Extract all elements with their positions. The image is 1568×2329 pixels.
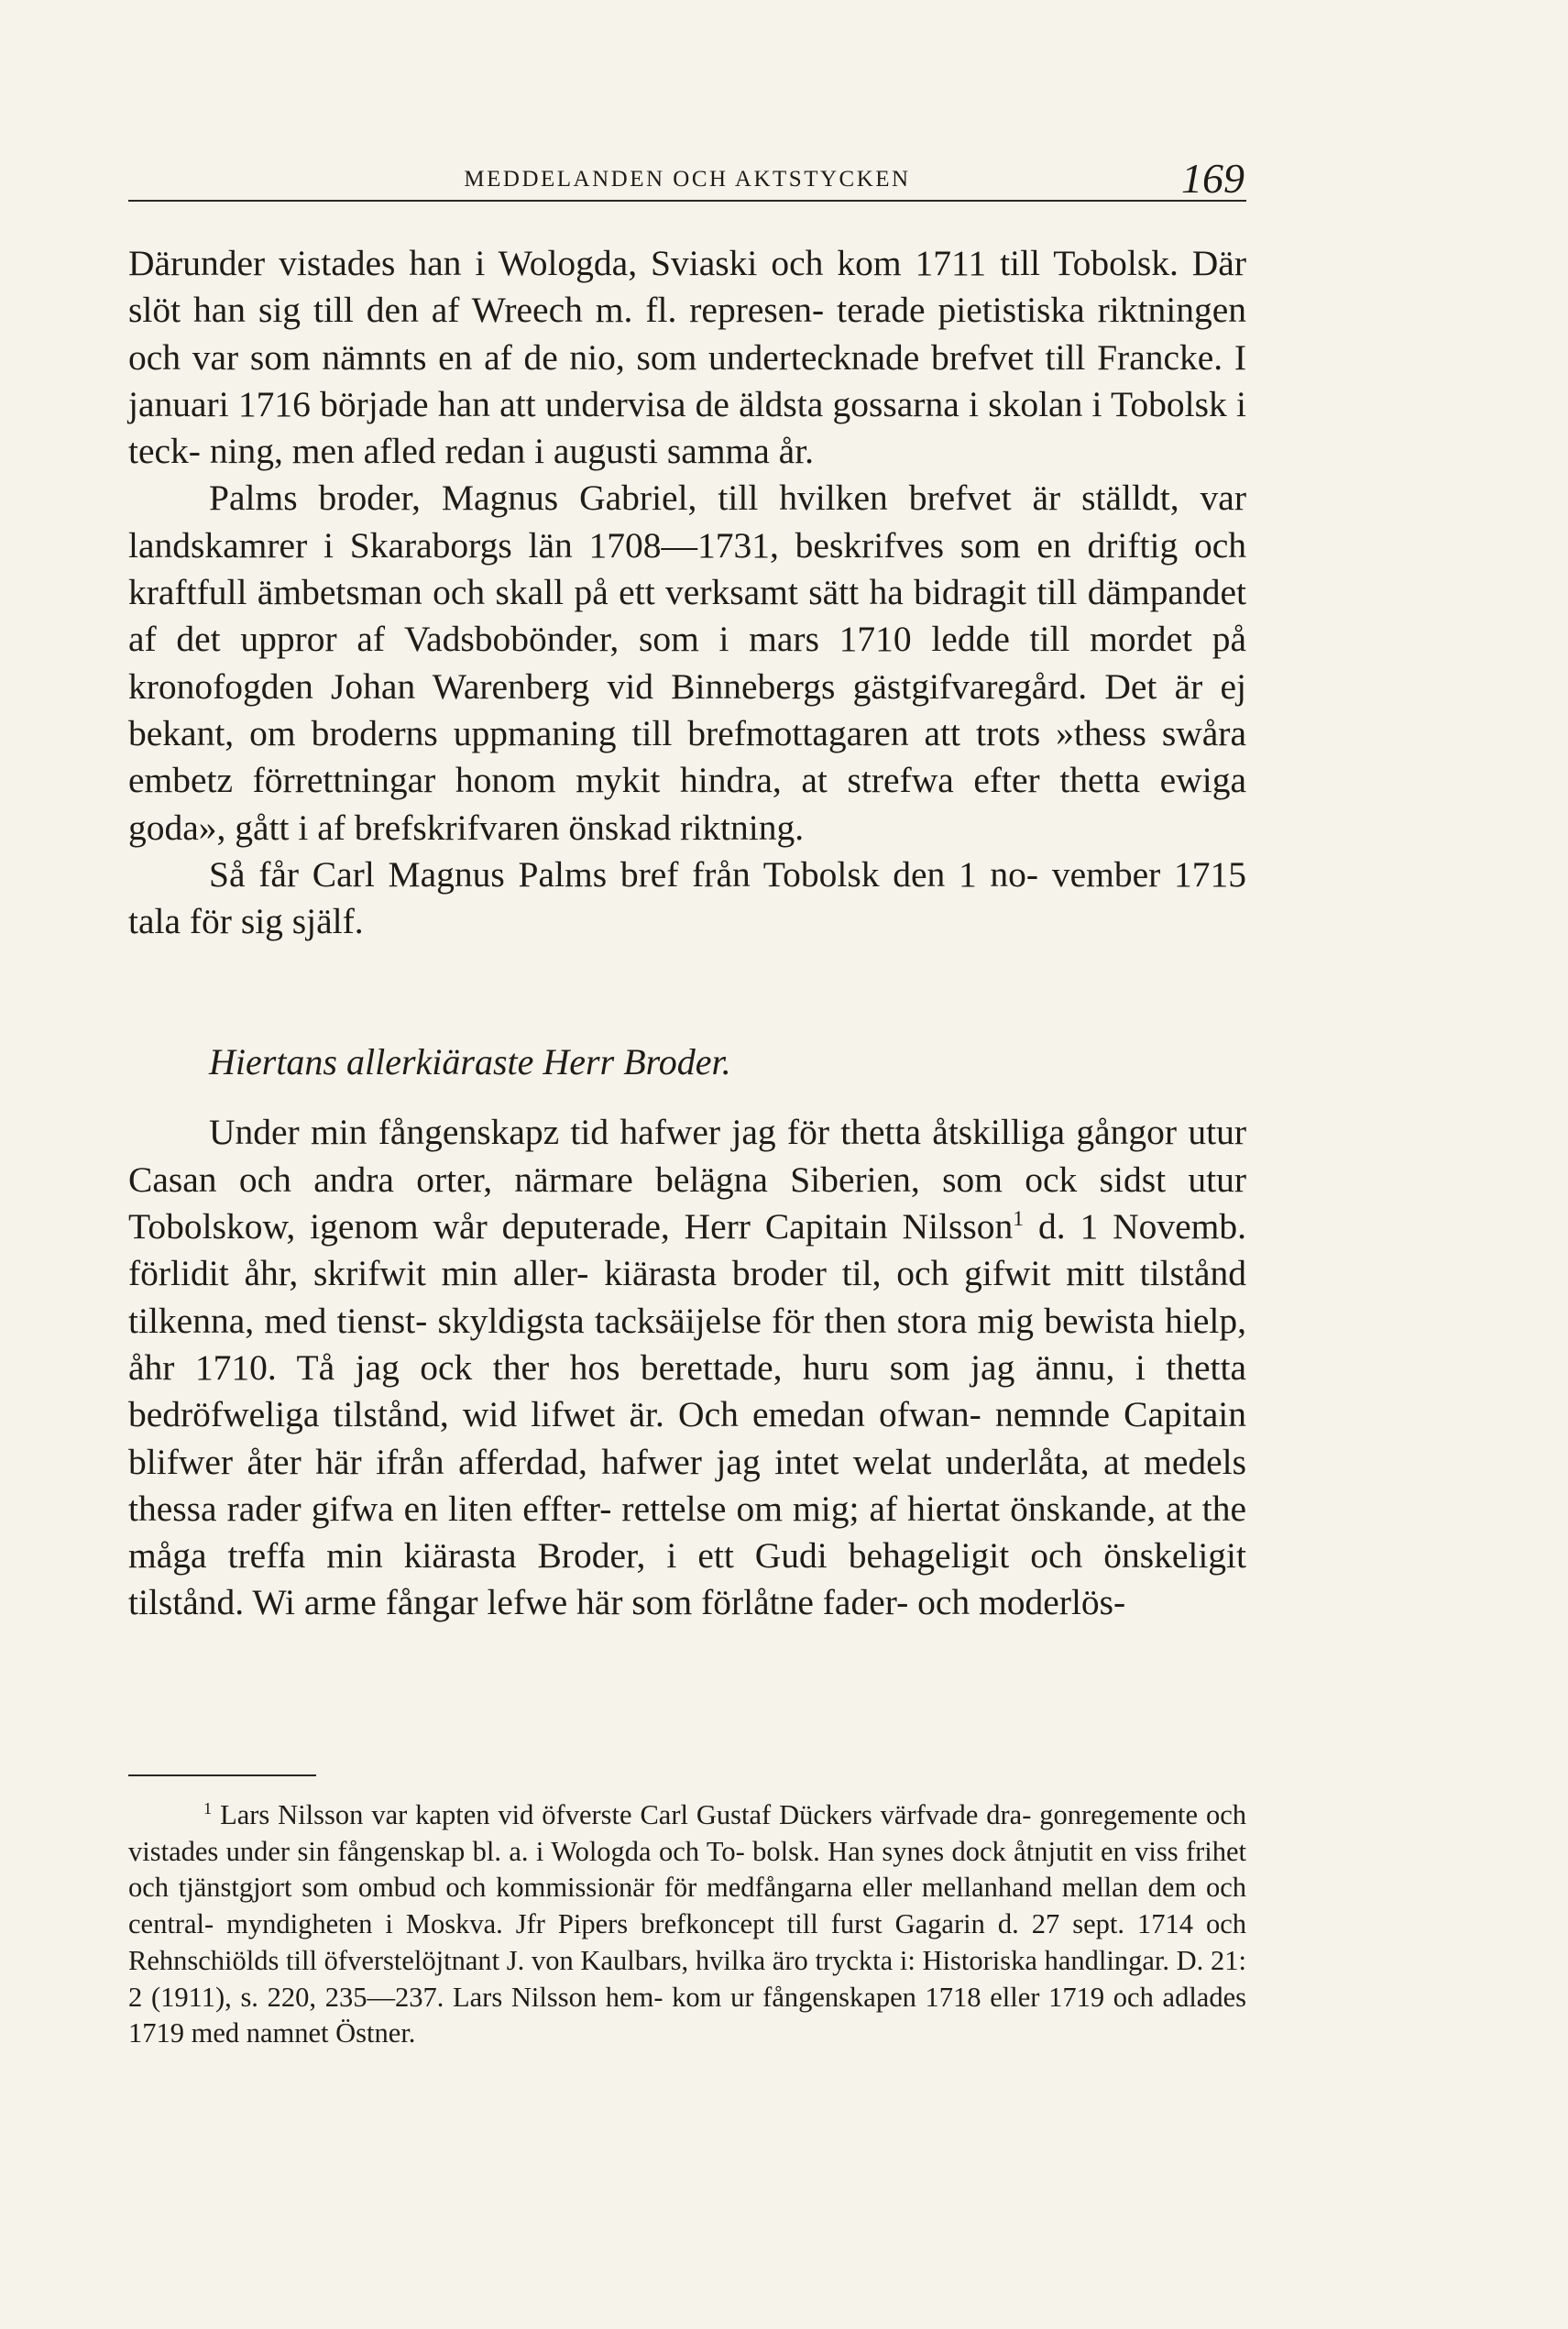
letter-paragraph: [128, 1109, 1246, 1626]
footnote: [128, 1797, 1246, 2052]
page-header: [128, 154, 1246, 202]
page-number: 169: [1181, 155, 1245, 202]
footnote-marker: 1: [203, 1798, 213, 1818]
running-head: MEDDELANDEN OCH AKTSTYCKEN: [464, 167, 911, 192]
paragraph-1: Därunder vistades han i Wologda, Sviaski och kom 1711 till Tobolsk. Där slöt han sig till den af Wreech m. fl. represen- terade pietistiska riktningen och var som nämnts en af de nio, som undertecknade brefvet till Francke. I januari 1716 började han att undervisa de äldsta gossarna i skolan i Tobolsk i teck- ning, men afled redan i augusti samma år.: [128, 243, 1246, 472]
letter-text-part-2: d. 1 Novemb. förlidit åhr, skrifwit min aller- kiärasta broder til, och gifwit mitt tilstånd tilkenna, med tienst- skyldigsta tacksäijelse för then stora mig bewista hielp, åhr 1710. Tå jag ock ther hos berettade, huru som jag ännu, i thetta bedröfweliga tilstånd, wid lifwet är. Och emedan ofwan- nemnde Capitain blifwer åter här ifrån afferdad, hafwer jag intet welat underlåta, at medels thessa rader gifwa en liten effter- rettelse om mig; af hiertat önskande, at the måga treffa min kiärasta Broder, i ett Gudi behageligit och önskeligit tilstånd. Wi arme fångar lefwe här som förlåtne fader- och moderlös-: [128, 1206, 1246, 1623]
paragraph-2: Palms broder, Magnus Gabriel, till hvilken brefvet är ställdt, var landskamrer i Skaraborgs län 1708—1731, beskrifves som en driftig och kraftfull ämbetsman och skall på ett verksamt sätt ha bidragit till dämpandet af det uppror af Vadsbobönder, som i mars 1710 ledde till mordet på kronofogden Johan Warenberg vid Binnebergs gästgifvaregård. Det är ej bekant, om broderns uppmaning till brefmottagaren att trots »thess swåra embetz förrettningar honom mykit hindra, at strefwa efter thetta ewiga goda», gått i af brefskrifvaren önskad riktning.: [128, 478, 1246, 848]
footnote-text: Lars Nilsson var kapten vid öfverste Carl Gustaf Dückers värfvade dra- gonregemente och vistades under sin fångenskap bl. a. i Wologda och To- bolsk. Han synes dock åtnjutit en viss frihet och tjänstgjort som ombud och kommissionär för medfångarna eller mellanhand mellan dem och central- myndigheten i Moskva. Jfr Pipers brefkoncept till furst Gagarin d. 27 sept. 1714 och Rehnschiölds till öfverstelöjtnant J. von Kaulbars, hvilka äro tryckta i: Historiska handlingar. D. 21: 2 (1911), s. 220, 235—237. Lars Nilsson hem- kom ur fångenskapen 1718 eller 1719 och adlades 1719 med namnet Östner.: [128, 1799, 1246, 2049]
footnote-divider: [128, 1774, 316, 1776]
letter-text-part-1: Under min fångenskapz tid hafwer jag för thetta åtskilliga gångor utur Casan och andra orter, närmare belägna Siberien, som ock sidst utur Tobolskow, igenom wår deputerade, Herr Capitain Nilsson: [128, 1112, 1246, 1247]
body-text: [128, 240, 1246, 1627]
letter-heading: Hiertans allerkiäraste Herr Broder.: [209, 1041, 731, 1083]
footnote-reference: 1: [1013, 1206, 1025, 1231]
paragraph-3: Så får Carl Magnus Palms bref från Tobolsk den 1 no- vember 1715 tala för sig själf.: [128, 853, 1246, 942]
